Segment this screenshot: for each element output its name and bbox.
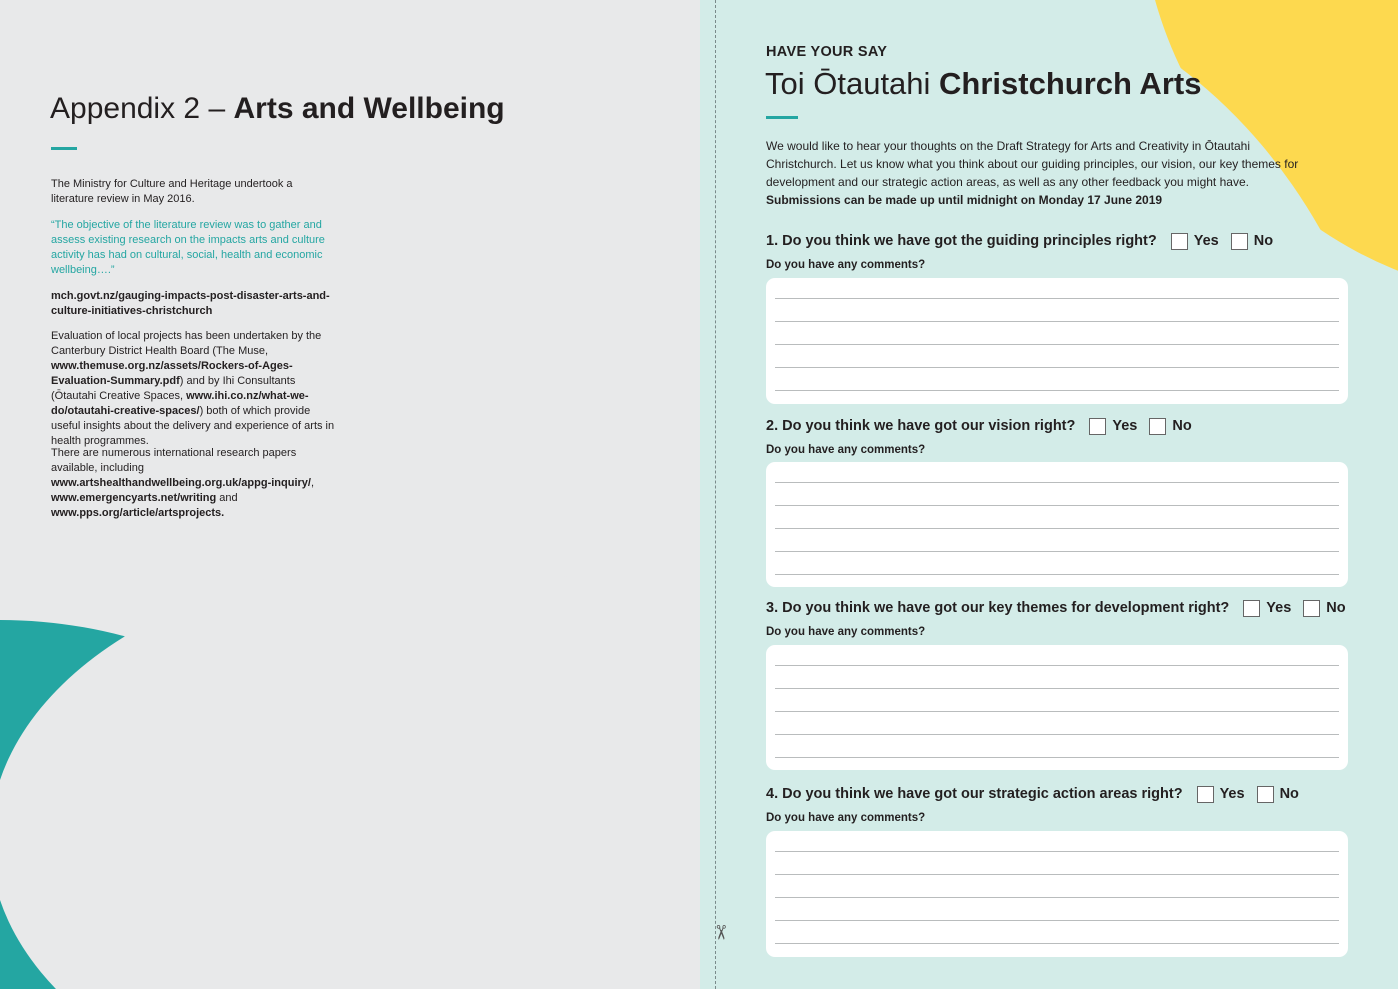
no-label: No	[1326, 600, 1346, 616]
question-4	[766, 782, 1299, 806]
scissors-icon: ✂	[708, 924, 731, 941]
question-2-comment-box[interactable]	[766, 462, 1348, 587]
title-light: Appendix 2 –	[50, 92, 234, 125]
yes-label: Yes	[1219, 786, 1245, 802]
question-1-comment-box[interactable]	[766, 278, 1348, 404]
link-ihi[interactable]: www.ihi.co.nz/what-we-do/otautahi-creative-spaces/	[51, 390, 309, 417]
comments-label: Do you have any comments?	[766, 812, 926, 824]
link-emergencyarts[interactable]: www.emergencyarts.net/writing	[51, 492, 217, 504]
question-2	[766, 414, 1192, 438]
comments-label: Do you have any comments?	[766, 259, 926, 271]
question-3-no-checkbox[interactable]	[1303, 600, 1320, 617]
paragraph-evaluation: Evaluation of local projects has been undertaken by the Canterbury District Health Board (The Muse, www.themuse.org.nz/assets/Rockers-of-Ages-Evaluation-Summary.pdf) and by Ihi Consultants (Ōtautahi Creative Spaces, www.ihi.co.nz/what-we-do/otautahi-creative-spaces/) both of which provide useful insights about the delivery and experience of arts in health programmes.	[51, 330, 335, 447]
link-themuse[interactable]: www.themuse.org.nz/assets/Rockers-of-Ages-Evaluation-Summary.pdf	[51, 360, 293, 387]
question-4-yes-checkbox[interactable]	[1197, 786, 1214, 803]
question-3-text: 3. Do you think we have got our key themes for development right?	[766, 600, 1230, 616]
form-title-light: Toi Ōtautahi	[765, 66, 940, 101]
question-1-no-checkbox[interactable]	[1231, 233, 1248, 250]
question-2-no-checkbox[interactable]	[1149, 418, 1166, 435]
no-label: No	[1172, 418, 1192, 434]
question-2-yes-checkbox[interactable]	[1089, 418, 1106, 435]
question-3-yes-checkbox[interactable]	[1243, 600, 1260, 617]
link-artshealth[interactable]: www.artshealthandwellbeing.org.uk/appg-inquiry/	[51, 477, 311, 489]
yes-label: Yes	[1112, 418, 1138, 434]
form-title-accent-bar	[766, 116, 798, 119]
no-label: No	[1253, 233, 1274, 249]
link-pps[interactable]: www.pps.org/article/artsprojects.	[51, 507, 225, 519]
quote-text: “The objective of the literature review was to gather and assess existing research on the impacts arts and culture activity has had on cultural, social, health and economic wellbeing….”	[51, 219, 325, 276]
question-4-text: 4. Do you think we have got our strategic action areas right?	[766, 786, 1183, 802]
question-4-comment-box[interactable]	[766, 831, 1348, 957]
link-mch[interactable]: mch.govt.nz/gauging-impacts-post-disaster-arts-and-culture-initiatives-christchurch	[51, 290, 330, 317]
deadline-text: Submissions can be made up until midnight on Monday 17 June 2019	[766, 193, 1163, 207]
question-3-comment-box[interactable]	[766, 645, 1348, 770]
question-3	[766, 596, 1346, 620]
form-intro: We would like to hear your thoughts on the Draft Strategy for Arts and Creativity in Ōtautahi Christchurch. Let us know what you think about our guiding principles, our vision, our key themes for development and our strategic action areas, as well as any other feedback you might have. Submissions can be made up until midnight on Monday 17 June 2019	[766, 139, 1299, 207]
comments-label: Do you have any comments?	[766, 444, 926, 456]
cut-line	[715, 0, 716, 989]
question-1	[766, 229, 1273, 253]
comments-label: Do you have any comments?	[766, 626, 926, 638]
form-title-bold: Christchurch Arts	[939, 66, 1202, 101]
yes-label: Yes	[1193, 233, 1219, 249]
question-2-text: 2. Do you think we have got our vision right?	[766, 418, 1076, 434]
title-accent-bar	[51, 147, 77, 150]
form-title	[765, 66, 1201, 102]
paragraph-research: There are numerous international research papers available, including www.artshealthandwellbeing.org.uk/appg-inquiry/, www.emergencyarts.net/writing and www.pps.org/article/artsprojects.	[51, 447, 315, 519]
question-4-no-checkbox[interactable]	[1257, 786, 1274, 803]
eyebrow-label: HAVE YOUR SAY	[766, 44, 888, 60]
question-1-yes-checkbox[interactable]	[1171, 233, 1188, 250]
question-1-text: 1. Do you think we have got the guiding principles right?	[766, 233, 1157, 249]
paragraph-intro: The Ministry for Culture and Heritage undertook a literature review in May 2016.	[51, 178, 293, 205]
title-bold: Arts and Wellbeing	[233, 92, 505, 125]
yes-label: Yes	[1266, 600, 1292, 616]
no-label: No	[1279, 786, 1299, 802]
page-title	[50, 92, 505, 126]
